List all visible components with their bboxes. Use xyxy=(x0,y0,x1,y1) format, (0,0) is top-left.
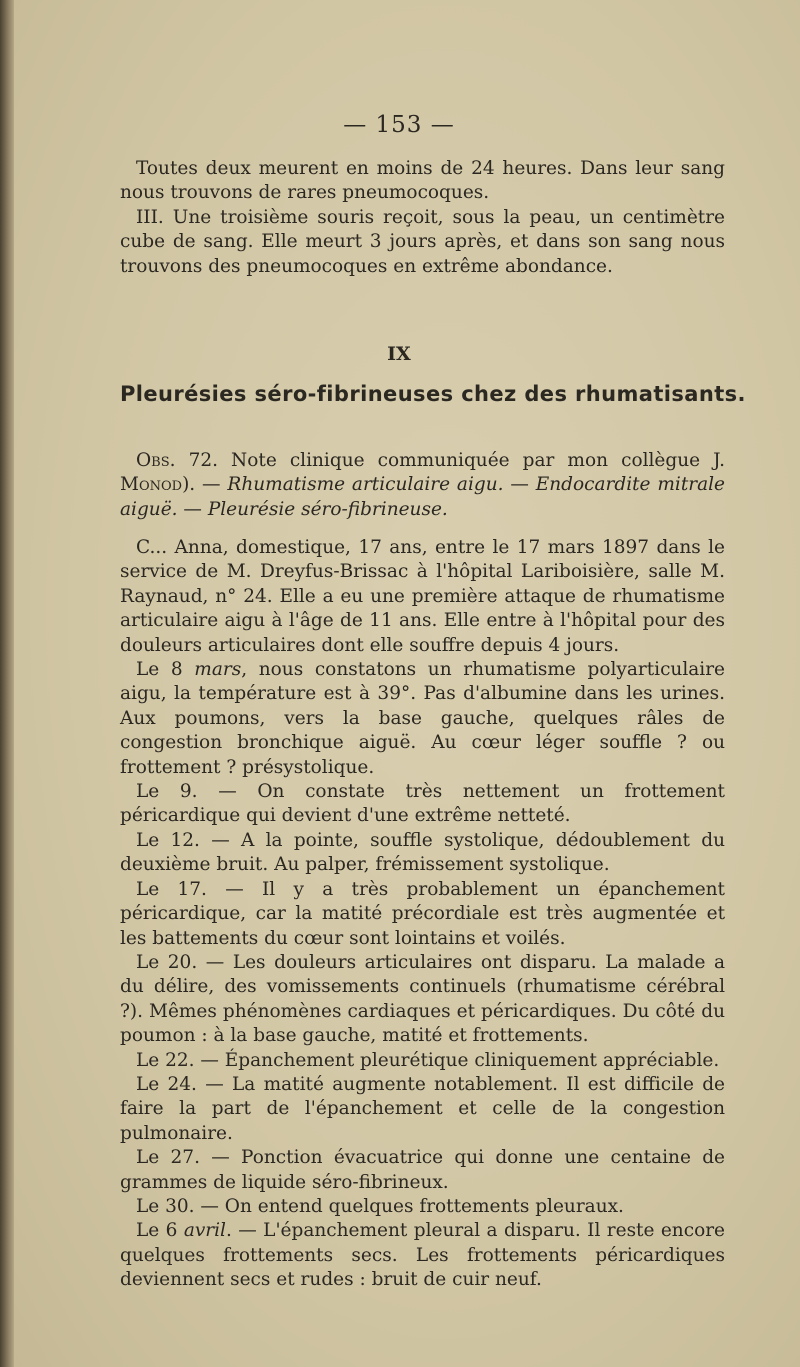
entry-le-22: Le 22. — Épanchement pleurétique cliniquement appréciable. xyxy=(136,1049,720,1071)
case-report xyxy=(120,536,725,1293)
diagnosis-3: Pleurésie séro-fibrineuse. xyxy=(207,498,448,520)
entry-le-12: Le 12. — A la pointe, souffle systolique, dédoublement du deuxième bruit. Au palper, frémissement systolique. xyxy=(120,829,725,876)
entry-month: mars xyxy=(194,659,242,681)
chapter-title: Pleurésies séro-fibrineuses chez des rhumatisants. xyxy=(120,382,746,406)
book-spine-shadow xyxy=(0,0,14,1367)
entry-month: avril xyxy=(183,1220,226,1242)
intro-text xyxy=(120,157,725,279)
diagnosis-2: Endocardite mitrale aiguë. xyxy=(120,474,726,520)
entry-le-9: Le 9. — On constate très nettement un frottement péricardique qui devient d'une extrême netteté. xyxy=(120,781,725,827)
obs-text: . 72. Note clinique communiquée par mon collègue J. xyxy=(169,450,725,471)
intro-paragraph-2: III. Une troisième souris reçoit, sous la peau, un centimètre cube de sang. Elle meurt 3 jours après, et dans son sang nous trouvons des pneumocoques en extrême abondance. xyxy=(120,206,725,277)
entry-le-20: Le 20. — Les douleurs articulaires ont disparu. La malade a du délire, des vomissements continuels (rhumatisme cérébral ?). Mêmes phénomènes cardiaques et péricardiques. Du côté du poumon : à la base gauche, matité et frottements. xyxy=(120,951,725,1047)
scanned-page xyxy=(14,0,800,1367)
entry-date: Le 8 xyxy=(136,659,195,681)
entry-date: Le 6 xyxy=(136,1220,184,1242)
chapter-number: IX xyxy=(387,343,411,365)
case-intro: C... Anna, domestique, 17 ans, entre le 17 mars 1897 dans le service de M. Dreyfus-Brissac à l'hôpital Lariboisière, salle M. Raynaud, n° 24. Elle a eu une première attaque de rhumatisme articulaire aigu à l'âge de 11 ans. Elle entre à l'hôpital pour des douleurs articulaires dont elle souffre depuis 4 jours. xyxy=(120,537,725,656)
entry-text: . — L'épanchement pleural a disparu. Il reste encore quelques frottements secs. Les frottements péricardiques deviennent secs et rudes : bruit de cuir neuf. xyxy=(120,1220,725,1291)
diagnosis-1: Rhumatisme articulaire aigu. xyxy=(227,474,504,496)
obs-close: ). — xyxy=(182,474,228,496)
diagnosis-sep-1: — xyxy=(503,474,536,496)
entry-le-6-avril xyxy=(120,1219,725,1292)
obs-author: Monod xyxy=(120,474,183,496)
entry-le-8 xyxy=(120,658,725,780)
diagnosis-sep-2: — xyxy=(177,498,208,520)
entry-le-27: Le 27. — Ponction évacuatrice qui donne une centaine de grammes de liquide séro-fibrineux. xyxy=(120,1147,725,1193)
entry-le-24: Le 24. — La matité augmente notablement. Il est difficile de faire la part de l'épanchement et celle de la congestion pulmonaire. xyxy=(120,1073,725,1144)
page-number: — 153 — xyxy=(343,112,455,138)
intro-paragraph-1: Toutes deux meurent en moins de 24 heures. Dans leur sang nous trouvons de rares pneumocoques. xyxy=(120,158,725,204)
observation-heading xyxy=(120,449,725,522)
entry-le-30: Le 30. — On entend quelques frottements pleuraux. xyxy=(136,1195,624,1217)
entry-text: , nous constatons un rhumatisme polyarticulaire aigu, la température est à 39°. Pas d'albumine dans les urines. Aux poumons, vers la base gauche, quelques râles de congestion bronchique aiguë. Au cœur léger souffle ? ou frottement ? présystolique. xyxy=(120,659,725,778)
obs-label: Obs xyxy=(136,450,170,471)
entry-le-17: Le 17. — Il y a très probablement un épanchement péricardique, car la matité précordiale est très augmentée et les battements du cœur sont lointains et voilés. xyxy=(120,878,725,949)
observation-paragraph xyxy=(120,449,725,522)
